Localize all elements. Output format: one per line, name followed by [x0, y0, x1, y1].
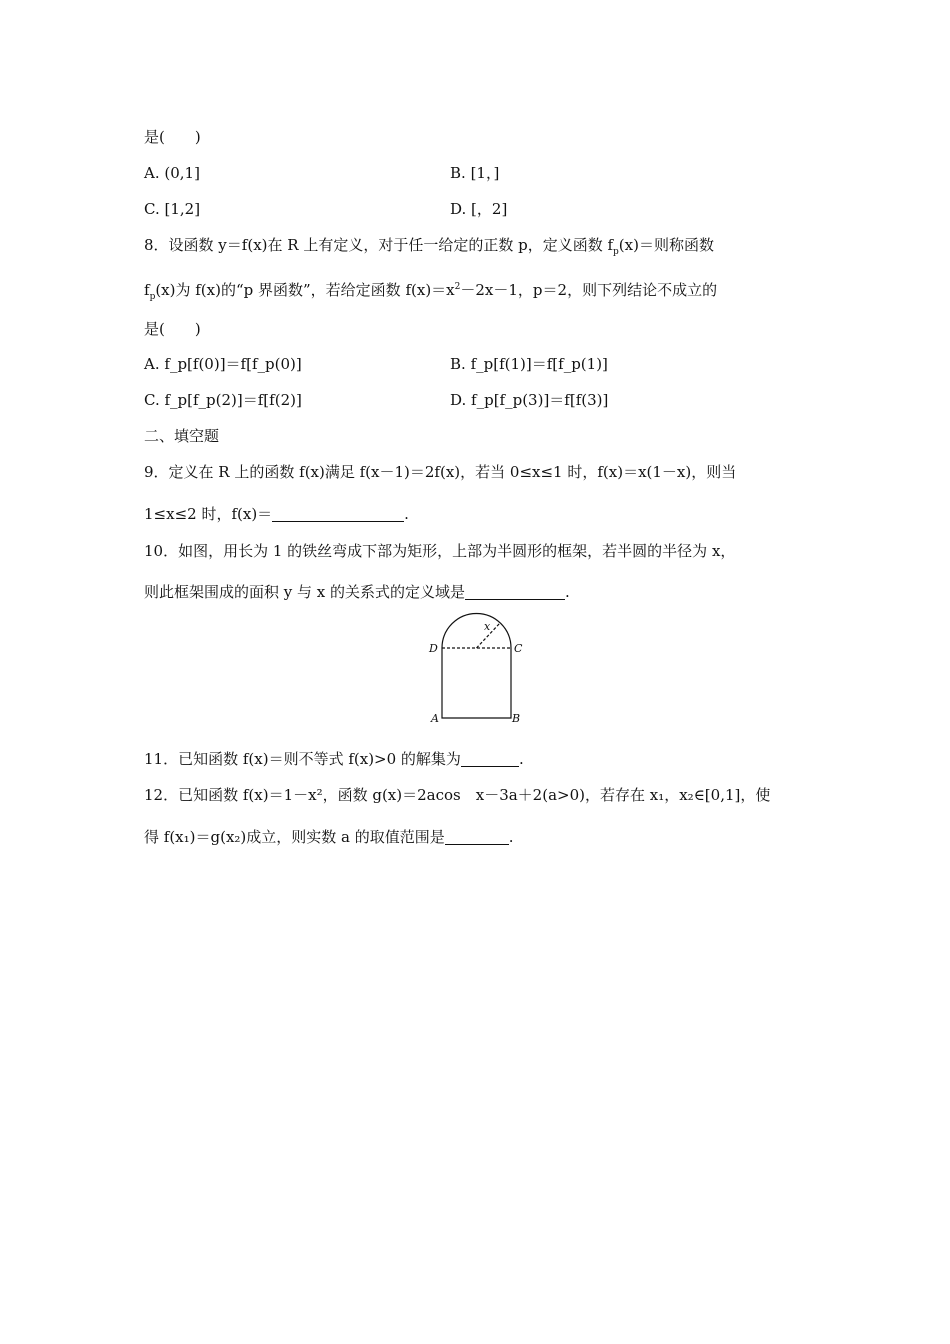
q7-option-d: D. [，2] — [450, 200, 508, 218]
q8-line-2: $f_p(x)$为 f(x)的“p 界函数”，若给定函数 $f(x)=x^2-2x-1$，p＝2，则下列结论不成立的 — [144, 281, 718, 302]
q10-line-2: 则此框架围成的面积 y 与 x 的关系式的定义域是 . — [144, 583, 570, 601]
section-heading: 二、填空题 — [144, 427, 220, 445]
q12-line-2: 得 f(x₁)＝g(x₂)成立，则实数 a 的取值范围是 . — [144, 828, 514, 846]
q8-option-c: C. f_p[f_p(2)]＝f[f(2)] — [144, 391, 302, 409]
q9-line-2: 1≤x≤2 时，f(x)＝ . — [144, 505, 409, 523]
frame-outline — [442, 614, 511, 719]
q7-tail: 是( ) — [144, 128, 201, 146]
label-x: x — [484, 620, 491, 633]
q8-line-1: 8．设函数 y＝f(x)在 R 上有定义，对于任一给定的正数 p，定义函数 $f_p(x)=$则称函数 — [144, 236, 714, 257]
q8-line-3: 是( ) — [144, 320, 201, 338]
q8-option-d: D. f_p[f_p(3)]＝f[f(3)] — [450, 391, 609, 409]
label-b: B — [512, 712, 521, 725]
q7-option-b: B. [1，] — [450, 164, 500, 182]
q7-option-a: A. (0,1] — [144, 164, 200, 182]
q10-answer-blank[interactable] — [465, 585, 565, 600]
q9-answer-blank[interactable] — [272, 507, 404, 522]
frame-diagram — [422, 610, 532, 728]
q8-option-b: B. f_p[f(1)]＝f[f_p(1)] — [450, 355, 608, 373]
label-c: C — [514, 642, 523, 655]
q11-line-1: 11．已知函数 f(x)＝则不等式 f(x)>0 的解集为 . — [144, 750, 524, 768]
label-a: A — [431, 712, 439, 725]
q9-line-1: 9．定义在 R 上的函数 f(x)满足 f(x－1)＝2f(x)，若当 0≤x≤1 时，f(x)＝x(1－x)，则当 — [144, 463, 737, 481]
q10-line-1: 10．如图，用长为 1 的铁丝弯成下部为矩形，上部为半圆形的框架，若半圆的半径为 x， — [144, 542, 736, 560]
q12-answer-blank[interactable] — [445, 830, 509, 845]
q12-line-1: 12．已知函数 f(x)＝1－x²，函数 g(x)＝2acos x－3a＋2(a>0)，若存在 x₁，x₂∈[0,1]，使 — [144, 786, 771, 804]
q11-answer-blank[interactable] — [461, 752, 519, 767]
q7-option-c: C. [1,2] — [144, 200, 201, 218]
q8-option-a: A. f_p[f(0)]＝f[f_p(0)] — [144, 355, 302, 373]
label-d: D — [429, 642, 438, 655]
